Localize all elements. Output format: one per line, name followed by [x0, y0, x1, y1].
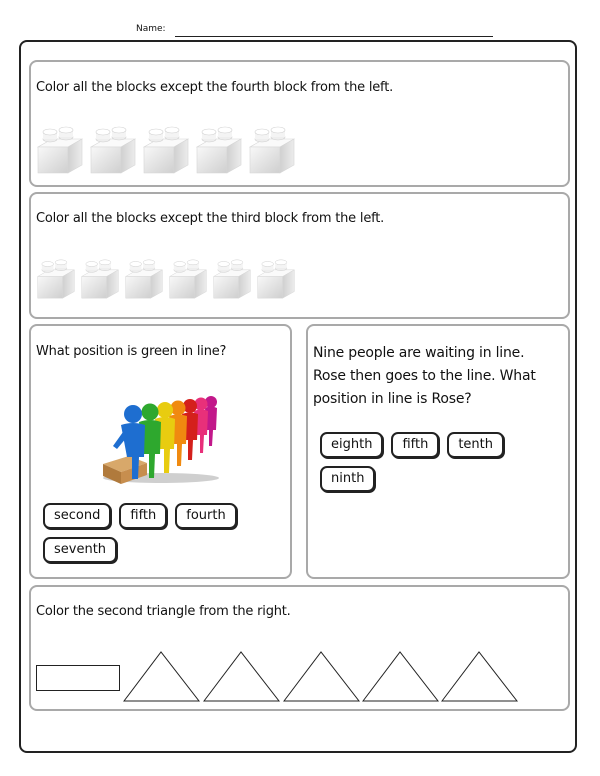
triangle-1[interactable]	[124, 652, 199, 701]
option-second[interactable]: second	[43, 503, 111, 529]
block-icon[interactable]	[168, 258, 208, 300]
people-in-line-illustration	[101, 390, 221, 485]
option-eighth[interactable]: eighth	[320, 432, 383, 458]
block-icon[interactable]	[89, 125, 137, 175]
block-icon[interactable]	[195, 125, 243, 175]
block-row-1	[36, 125, 296, 175]
question-panel-4	[306, 324, 570, 579]
block-icon[interactable]	[256, 258, 296, 300]
question-panel-2	[29, 192, 570, 319]
option-ninth[interactable]: ninth	[320, 466, 375, 492]
triangle-2[interactable]	[204, 652, 279, 701]
option-seventh[interactable]: seventh	[43, 537, 117, 563]
question-3-options	[43, 503, 273, 563]
question-5-prompt: Color the second triangle from the right.	[36, 604, 291, 619]
question-4-prompt: Nine people are waiting in line. Rose then goes to the line. What position in line is Rose?	[313, 345, 536, 407]
question-panel-5	[29, 585, 570, 711]
question-1-prompt: Color all the blocks except the fourth block from the left.	[36, 80, 394, 95]
option-fifth[interactable]: fifth	[119, 503, 167, 529]
name-label: Name:	[136, 24, 166, 34]
question-panel-1	[29, 60, 570, 187]
triangle-4[interactable]	[363, 652, 438, 701]
block-icon[interactable]	[248, 125, 296, 175]
question-3-prompt: What position is green in line?	[36, 344, 227, 359]
block-icon[interactable]	[124, 258, 164, 300]
block-icon[interactable]	[36, 125, 84, 175]
triangle-row	[123, 651, 523, 703]
block-icon[interactable]	[142, 125, 190, 175]
triangle-3[interactable]	[284, 652, 359, 701]
question-4-options	[320, 432, 550, 492]
name-line[interactable]	[175, 36, 493, 37]
block-icon[interactable]	[212, 258, 252, 300]
question-panel-3	[29, 324, 292, 579]
question-2-prompt: Color all the blocks except the third block from the left.	[36, 211, 385, 226]
block-row-2	[36, 258, 296, 300]
triangle-5[interactable]	[442, 652, 517, 701]
block-icon[interactable]	[36, 258, 76, 300]
option-fourth[interactable]: fourth	[175, 503, 236, 529]
answer-box[interactable]	[36, 665, 120, 691]
option-tenth[interactable]: tenth	[447, 432, 504, 458]
option-fifth[interactable]: fifth	[391, 432, 439, 458]
block-icon[interactable]	[80, 258, 120, 300]
